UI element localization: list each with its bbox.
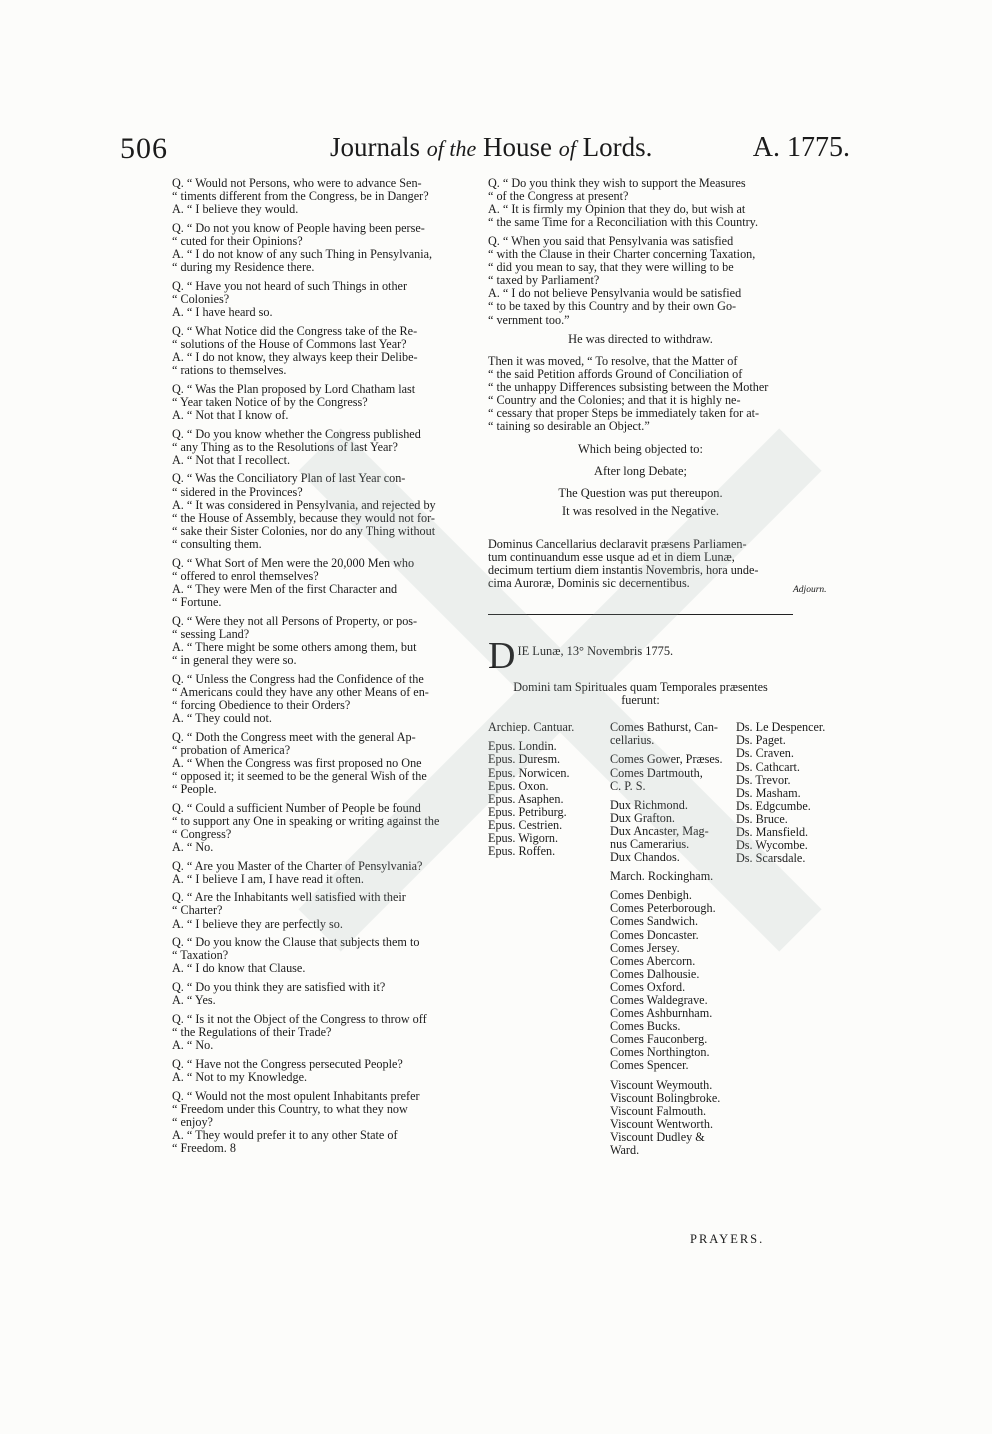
text-line: “ to be taxed by this Country and by their own Go- [488,299,737,314]
list-item: cellarius. [610,733,655,748]
text-line: “ sake their Sister Colonies, nor do any Thing without [172,523,436,538]
text-line: Q. “ Was the Plan proposed by Lord Chatham last [172,381,416,396]
text-line: Q. “ Do you think they are satisfied with it? [172,980,386,995]
text-line: “ in general they were so. [172,652,297,667]
text-line: Q. “ Doth the Congress meet with the general Ap- [172,729,416,744]
qa-block [172,428,478,467]
qa-block [172,383,478,422]
text-line: Q. “ Was the Conciliatory Plan of last Year con- [172,471,406,486]
list-item: Viscount Wentworth. [610,1116,713,1131]
lords-present-lists [488,720,826,1191]
text-line: “ during my Residence there. [172,260,315,275]
list-item: Epus. Duresm. [488,752,561,767]
left-column [172,177,478,1161]
list-item: Viscount Bolingbroke. [610,1090,721,1105]
text-line: “ rations to themselves. [172,363,287,377]
text-line: “ consulting them. [172,536,262,551]
list-item: Ds. Paget. [736,733,786,748]
negative-line: It was resolved in the Negative. [562,503,719,518]
list-item: Comes Oxford. [610,979,686,994]
text-line: A. “ It is firmly my Opinion that they do, but wish at [488,202,746,217]
list-item: Epus. Asaphen. [488,791,564,806]
qa-block [172,325,478,377]
qa-block [172,731,478,796]
text-line: A. “ No. [172,839,214,854]
die-heading [488,635,793,678]
text-line: “ to support any One in speaking or writing against the [172,813,440,828]
peers-list [610,721,738,1157]
qa-block [172,177,478,216]
text-line: “ Colonies? [172,291,230,306]
text-line: A. “ I do not believe Pensylvania would be satisfied [488,286,742,301]
text-line: “ the unhappy Differences subsisting between the Mother [488,379,769,394]
text-line: “ Taxation? [172,948,229,963]
text-line: cima Auroræ, Dominis sic decernentibus. [488,575,690,590]
text-line: “ of the Congress at present? [488,189,629,204]
list-item: Ward. [610,1143,640,1158]
list-item: Epus. Norwicen. [488,765,570,780]
list-item: Epus. Londin. [488,739,557,754]
text-line: Q. “ Would not Persons, who were to advance Sen- [172,176,422,190]
list-item: nus Camerarius. [610,836,690,851]
text-line: A. “ I do not know, they always keep their Delibe- [172,349,418,364]
page-header [120,132,850,172]
text-line: “ with the Clause in their Charter concerning Taxation, [488,247,756,262]
objected-line: Which being objected to: [578,442,703,457]
adjourn-margin-note: Adjourn. [793,585,827,595]
text-line: “ forcing Obedience to their Orders? [172,697,351,712]
list-item: Comes Jersey. [610,940,680,955]
list-item: Viscount Dudley & [610,1129,705,1144]
text-line: Q. “ When you said that Pensylvania was satisfied [488,233,734,248]
text-line: “ cuted for their Opinions? [172,233,303,248]
text-line: “ Freedom. 8 [172,1140,236,1155]
text-line: A. “ I do know that Clause. [172,961,306,976]
list-item: Ds. Craven. [736,746,794,761]
text-line: Q. “ Are the Inhabitants well satisfied with their [172,890,406,905]
list-item: Viscount Weymouth. [610,1077,713,1092]
examination-continued [488,177,793,327]
journal-title: Journals of the House of Lords. [330,132,653,162]
qa-block [172,673,478,725]
domini-heading [488,681,793,707]
list-item: Comes Northington. [610,1045,710,1060]
qa-block [172,472,478,551]
list-item: Archiep. Cantuar. [488,720,575,735]
text-line: “ opposed it; it seemed to be the general Wish of the [172,768,427,783]
text-line: “ did you mean to say, that they were willing to be [488,260,734,275]
text-line: Q. “ Do you think they wish to support the Measures [488,176,746,190]
text-line: A. “ Not that I know of. [172,407,289,422]
text-line: A. “ When the Congress was first proposed no One [172,755,422,770]
text-line: decimum tertium diem instantis Novembris, hora unde- [488,562,759,577]
qa-block [172,860,478,886]
qa-block [172,1090,478,1155]
page-number: 506 [120,132,168,165]
list-item: Comes Gower, Præses. [610,752,723,767]
text-line: “ probation of America? [172,742,291,757]
text-line: Domini tam Spirituales quam Temporales præsentes [513,680,768,695]
text-line: “ Charter? [172,903,223,918]
list-item: Dux Richmond. [610,797,688,812]
list-item: Comes Dalhousie. [610,966,700,981]
text-line: Q. “ Do you know whether the Congress published [172,426,421,441]
text-line: A. “ Yes. [172,993,216,1008]
list-item: Comes Ashburnham. [610,1006,713,1021]
text-line: Q. “ Have not the Congress persecuted People? [172,1056,403,1071]
list-item: Comes Bucks. [610,1019,681,1034]
question-line: The Question was put thereupon. [558,486,723,501]
text-line: Q. “ Do not you know of People having been perse- [172,220,425,235]
text-line: A. “ I do not know of any such Thing in Pensylvania, [172,247,433,262]
text-line: A. “ I believe they are perfectly so. [172,916,343,931]
text-line: “ vernment too.” [488,312,570,327]
text-line: A. “ Not to my Knowledge. [172,1069,308,1084]
text-line: “ solutions of the House of Commons last Year? [172,336,407,351]
list-item: Ds. Scarsdale. [736,851,806,866]
list-item: Viscount Falmouth. [610,1103,707,1118]
text-line: “ the Regulations of their Trade? [172,1024,332,1039]
list-item: Epus. Petriburg. [488,804,567,819]
text-line: Q. “ What Notice did the Congress take of the Re- [172,323,418,338]
text-line: A. “ Not that I recollect. [172,452,291,467]
text-line: “ the House of Assembly, because they would not for- [172,510,435,525]
qa-block [172,891,478,930]
list-item: Dux Ancaster, Mag- [610,823,709,838]
qa-block [172,1013,478,1052]
qa-block [172,557,478,609]
list-item: Comes Doncaster. [610,927,699,942]
list-item: Epus. Wigorn. [488,830,559,845]
qa-block [172,802,478,854]
text-line: “ the said Petition affords Ground of Conciliation of [488,366,743,381]
list-item: Ds. Cathcart. [736,759,800,774]
qa-block [488,177,793,229]
text-line: A. “ They would prefer it to any other State of [172,1127,398,1142]
text-line: “ timents different from the Congress, be in Danger? [172,189,429,204]
list-item: Comes Peterborough. [610,901,716,916]
list-item: Comes Abercorn. [610,953,696,968]
text-line: Q. “ Unless the Congress had the Confidence of the [172,671,424,686]
list-item: Ds. Mansfield. [736,824,809,839]
text-line: “ enjoy? [172,1114,213,1129]
text-line: fuerunt: [621,693,660,708]
text-line: A. “ No. [172,1038,214,1053]
year: A. 1775. [752,132,850,163]
list-item: Comes Denbigh. [610,888,692,903]
text-line: A. “ I believe I am, I have read it often. [172,871,364,886]
barons-list [736,720,826,866]
text-line: “ sessing Land? [172,626,250,641]
text-line: Q. “ Is it not the Object of the Congress to throw off [172,1011,427,1026]
text-line: Q. “ Were they not all Persons of Property, or pos- [172,613,418,628]
text-line: A. “ I believe they would. [172,202,299,217]
list-item: Ds. Le Despencer. [736,720,826,735]
text-line: “ any Thing as to the Resolutions of last Year? [172,439,398,454]
list-item: Comes Spencer. [610,1058,689,1073]
text-line: A. “ There might be some others among them, but [172,639,417,654]
text-line: “ Freedom under this Country, to what they now [172,1101,408,1116]
list-item: Comes Dartmouth, [610,765,703,780]
text-line: “ cessary that proper Steps be immediately taken for at- [488,406,760,421]
text-line: “ taxed by Parliament? [488,273,600,288]
text-line: tum continuandum esse usque ad et in diem Lunæ, [488,549,735,564]
list-item: Comes Fauconberg. [610,1032,708,1047]
motion-paragraph [488,355,793,434]
text-line: Dominus Cancellarius declaravit præsens Parliamen- [488,536,747,551]
list-item: March. Rockingham. [610,869,714,884]
text-line: “ Country and the Colonies; and that it is highly ne- [488,393,741,407]
adjournment-paragraph [488,538,793,590]
text-line: Q. “ Have you not heard of such Things in other [172,278,408,293]
qa-block [172,1058,478,1084]
text-line: Then it was moved, “ To resolve, that the Matter of [488,353,738,368]
text-line: A. “ They could not. [172,710,272,725]
qa-block [172,280,478,319]
qa-block [172,222,478,274]
withdraw-note: He was directed to withdraw. [568,331,713,346]
list-item: Epus. Cestrien. [488,817,563,832]
debate-line: After long Debate; [594,464,687,479]
list-item: C. P. S. [610,778,646,793]
qa-block [172,981,478,1007]
list-item: Ds. Bruce. [736,811,788,826]
qa-block [172,615,478,667]
qa-block [172,936,478,975]
catchword-prayers: PRAYERS. [690,1232,765,1246]
text-line: Q. “ Are you Master of the Charter of Pensylvania? [172,858,423,873]
list-item: Ds. Wycombe. [736,838,808,853]
bishops-list [488,721,608,858]
text-line: Q. “ Do you know the Clause that subjects them to [172,935,420,950]
qa-block [488,235,793,327]
text-line: “ Congress? [172,826,232,841]
list-item: Dux Chandos. [610,850,680,865]
list-item: Epus. Oxon. [488,778,549,793]
list-item: Ds. Edgcumbe. [736,798,811,813]
list-item: Comes Sandwich. [610,914,699,929]
text-line: Q. “ Would not the most opulent Inhabitants prefer [172,1088,420,1103]
drop-cap: D [488,635,516,678]
text-line: “ the same Time for a Reconciliation with this Country. [488,215,759,230]
text-line: “ Americans could they have any other Means of en- [172,684,429,699]
text-line: A. “ I have heard so. [172,305,273,320]
list-item: Dux Grafton. [610,810,675,825]
text-line: “ sidered in the Provinces? [172,484,303,499]
text-line: “ Year taken Notice of by the Congress? [172,394,368,409]
list-item: Epus. Roffen. [488,844,556,859]
text-line: A. “ It was considered in Pensylvania, and rejected by [172,497,436,512]
text-line: “ People. [172,781,217,796]
list-item: Comes Bathurst, Can- [610,720,718,735]
section-divider [488,614,793,615]
list-item: Ds. Trevor. [736,772,791,787]
text-line: A. “ They were Men of the first Character and [172,581,398,596]
text-line: “ Fortune. [172,594,222,609]
die-date: IE Lunæ, 13° Novembris 1775. [517,644,674,659]
text-line: “ offered to enrol themselves? [172,568,319,583]
text-line: “ taining so desirable an Object.” [488,419,650,434]
text-line: Q. “ Could a sufficient Number of People be found [172,800,421,815]
list-item: Ds. Masham. [736,785,801,800]
list-item: Comes Waldegrave. [610,993,708,1007]
text-line: Q. “ What Sort of Men were the 20,000 Men who [172,555,415,570]
